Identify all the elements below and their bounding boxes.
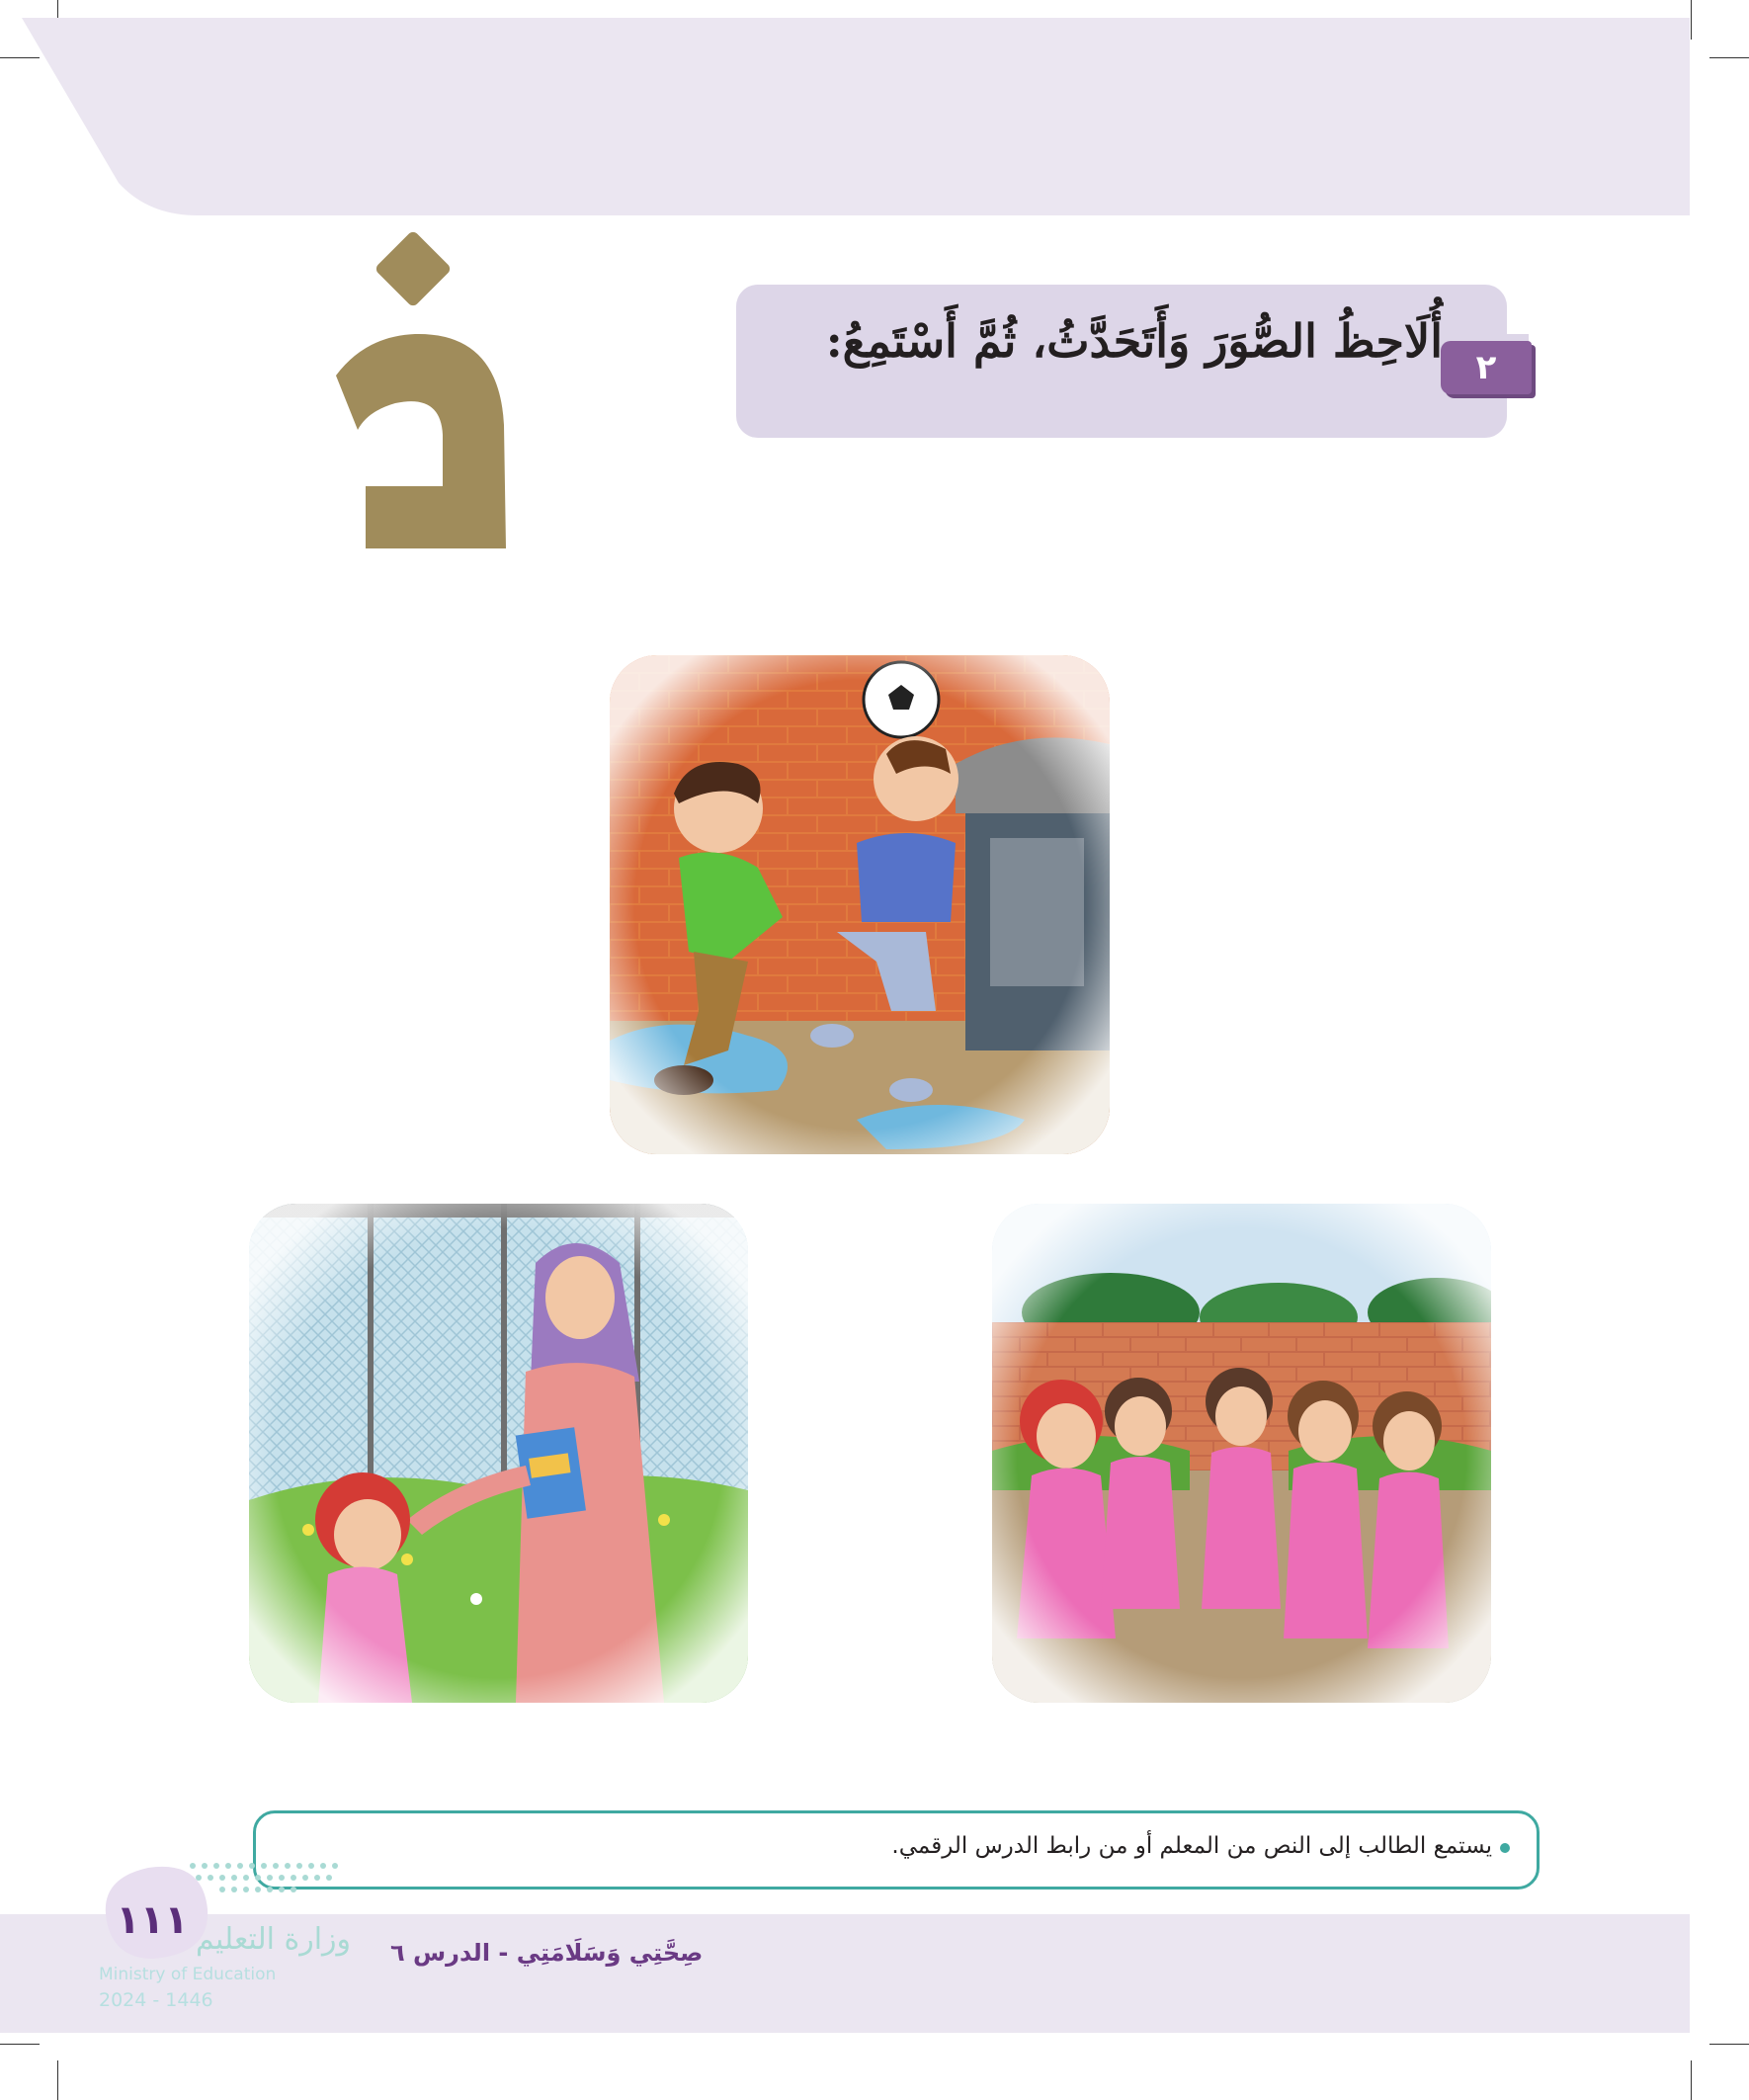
teacher-and-girl-icon xyxy=(249,1204,748,1703)
crop-mark xyxy=(0,2044,40,2045)
ministry-name-english: Ministry of Education xyxy=(99,1965,277,1984)
crop-mark xyxy=(1709,2044,1749,2045)
lesson-title: صِحَّتِي وَسَلَامَتِي - الدرس ٦ xyxy=(390,1939,704,1967)
boys-playing-football-icon xyxy=(610,655,1110,1154)
crop-mark xyxy=(1691,2060,1692,2100)
crop-mark xyxy=(57,2060,58,2100)
exercise-number-badge: ٢ xyxy=(1441,341,1532,394)
ministry-name-arabic: وزارة التعليم xyxy=(196,1922,352,1957)
bullet-icon xyxy=(1500,1843,1510,1853)
girls-in-schoolyard-icon xyxy=(992,1204,1491,1703)
page-number: ١١١ xyxy=(116,1897,189,1943)
header-band xyxy=(0,0,1749,217)
note-text: يستمع الطالب إلى النص من المعلم أو من رابط الدرس الرقمي. xyxy=(891,1833,1492,1859)
instruction-text: أُلَاحِظُ الصُّوَرَ وَأَتَحَدَّثُ، ثُمَّ أَسْتَمِعُ: xyxy=(825,314,1443,368)
letter-dhal-icon xyxy=(296,227,553,573)
ministry-year: 2024 - 1446 xyxy=(99,1989,213,2011)
